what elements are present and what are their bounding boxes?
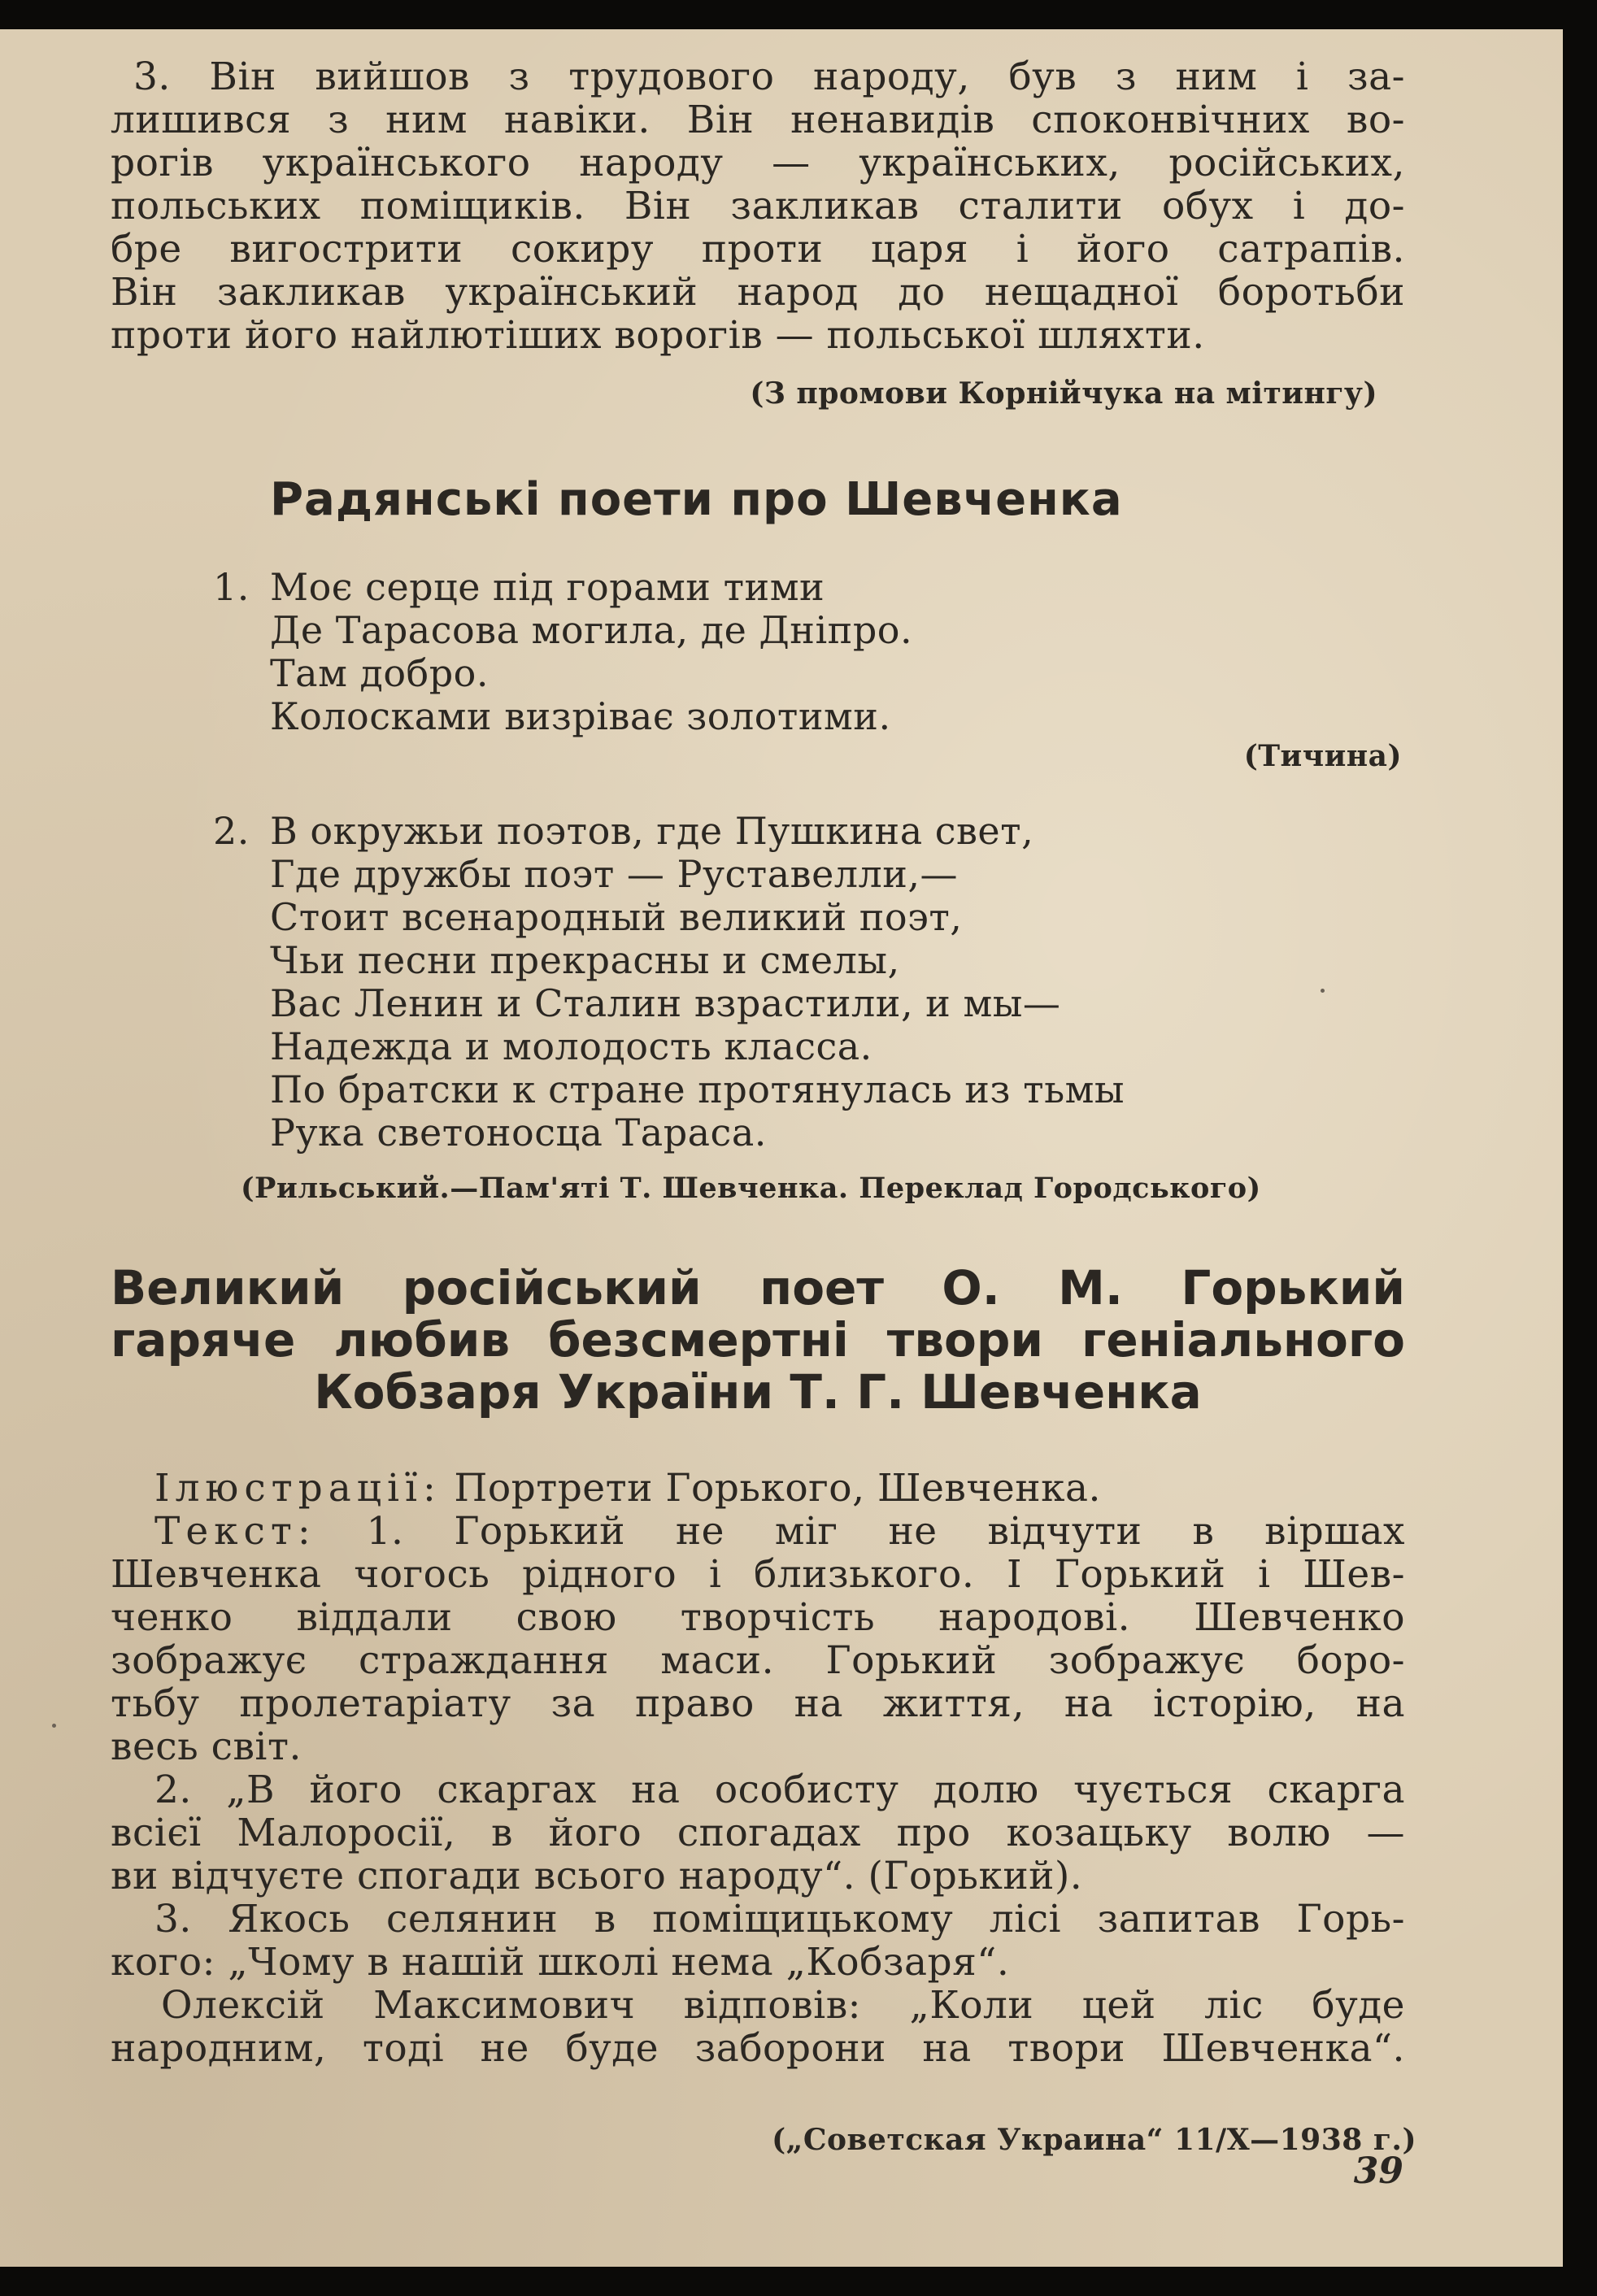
heading-line: Кобзаря України Т. Г. Шевченка	[314, 1364, 1202, 1420]
text-line: всієї Малоросії, в його спогадах про козацьку волю —	[111, 1811, 1405, 1855]
poem-line: Там добро.	[270, 651, 489, 695]
poem-line: Чьи песни прекрасны и смелы,	[270, 938, 900, 982]
poem-source-tychyna: (Тичина)	[1243, 739, 1402, 773]
text-line: ченко віддали свою творчість народові. Шевченко	[111, 1595, 1405, 1640]
text-intro-line	[111, 1510, 1405, 1553]
text-line: бре вигострити сокиру проти царя і його сатрапів.	[111, 227, 1405, 272]
poem-line: Де Тарасова могила, де Дніпро.	[270, 608, 913, 652]
poem-number: 2.	[213, 809, 250, 853]
text-line: 3. Якось селянин в поміщицькому лісі запитав Горь-	[154, 1897, 1405, 1942]
poem-line: Надежда и молодость класса.	[270, 1024, 872, 1068]
text-line: рогів українського народу — українських, російських,	[111, 141, 1405, 185]
poem-number: 1.	[213, 565, 250, 609]
text-line: лишився з ним навіки. Він ненавидів споконвічних во-	[111, 98, 1405, 142]
poem-line: Колосками визріває золотими.	[270, 694, 891, 738]
text-line: 3. Він вийшов з трудового народу, був з ним і за-	[133, 54, 1405, 99]
poem-source-rylsky: (Рильський.—Пам'яті Т. Шевченка. Переклад Городського)	[241, 1172, 1261, 1205]
speech-excerpt	[111, 55, 1405, 357]
text-line: 1. Горький не міг не відчути в віршах	[315, 1509, 1405, 1554]
poem-rylsky	[213, 809, 1125, 1155]
poem-line: Стоит всенародный великий поэт,	[270, 895, 963, 939]
text-line: Олексій Максимович відповів: „Коли цей ліс буде	[161, 1983, 1405, 2028]
text-line: проти його найлютіших ворогів — польської шляхти.	[111, 313, 1205, 358]
text-line: 2. „В його скаргах на особисту долю чується скарга	[154, 1768, 1405, 1812]
poem-line: В окружьи поэтов, где Пушкина свет,	[270, 809, 1034, 853]
illustrations-text: Портрети Горького, Шевченка.	[441, 1466, 1101, 1511]
poem-line: Где дружбы поэт — Руставелли,—	[270, 852, 959, 896]
speech-source: (З промови Корнійчука на мітингу)	[750, 376, 1377, 411]
gorky-source: („Советская Украина“ 11/Х—1938 г.)	[772, 2123, 1416, 2157]
text-line: Він закликав український народ до нещадної боротьби	[111, 270, 1405, 315]
poem-line: Рука светоносца Тараса.	[270, 1111, 767, 1155]
poem-line: По братски к стране протянулась из тьмы	[270, 1068, 1125, 1111]
poem-line: Моє серце під горами тими	[270, 565, 825, 609]
section-heading-soviet-poets: Радянські поети про Шевченка	[270, 473, 1123, 526]
text-line: тьбу пролетаріату за право на життя, на історію, на	[111, 1681, 1405, 1726]
text-line: польських поміщиків. Він закликав сталити обух і до-	[111, 184, 1405, 228]
text-line: ви відчуєте спогади всього народу“. (Горький).	[111, 1854, 1083, 1898]
text-line: народним, тоді не буде заборони на твори Шевченка“.	[111, 2026, 1405, 2071]
print-speck	[52, 1724, 56, 1728]
print-speck	[1321, 989, 1325, 993]
text-line: зображує страждання маси. Горький зображує боро-	[111, 1638, 1405, 1683]
page-number: 39	[1353, 2150, 1403, 2192]
poem-tychyna	[213, 565, 913, 738]
heading-line: Великий російський поет О. М. Горький	[111, 1260, 1405, 1315]
text-label: Текст:	[154, 1509, 316, 1554]
book-page	[0, 29, 1563, 2267]
heading-line: гаряче любив безсмертні твори геніального	[111, 1312, 1405, 1368]
gorky-section-body	[111, 1467, 1405, 2070]
illustrations-label: Ілюстрації:	[154, 1466, 442, 1511]
text-line: Шевченка чогось рідного і близького. І Горький і Шев-	[111, 1552, 1405, 1597]
illustrations-line	[111, 1467, 1405, 1510]
text-line: весь світ.	[111, 1724, 302, 1769]
poem-line: Вас Ленин и Сталин взрастили, и мы—	[270, 981, 1061, 1025]
text-line: кого: „Чому в нашій школі нема „Кобзаря“.	[111, 1940, 1010, 1985]
section-heading-gorky	[111, 1262, 1405, 1418]
